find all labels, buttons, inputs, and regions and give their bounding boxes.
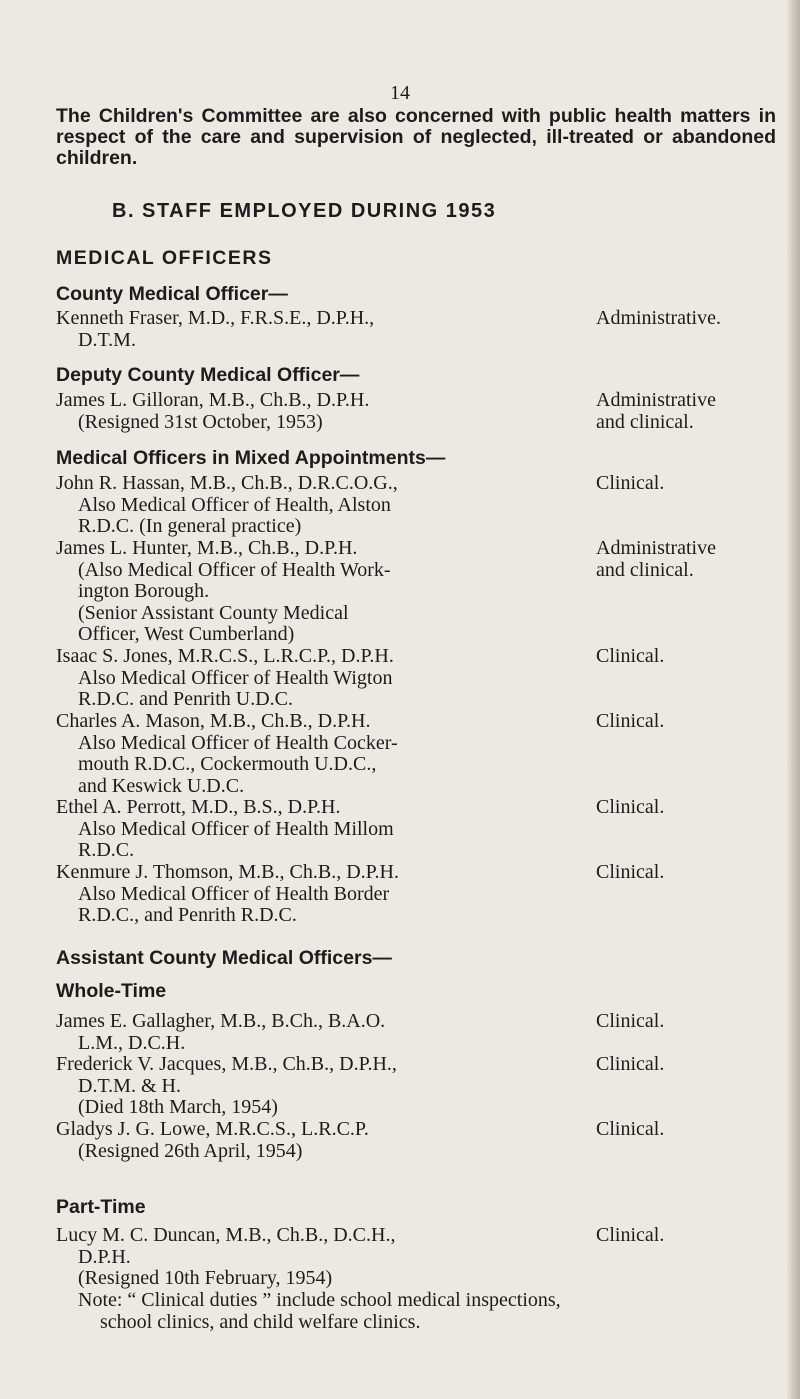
staff-name-block	[56, 1011, 546, 1054]
staff-name-block	[56, 473, 546, 538]
staff-line: (Senior Assistant County Medical	[78, 601, 349, 624]
staff-line: D.T.M. & H.	[78, 1074, 181, 1097]
staff-line: Also Medical Officer of Health Cocker-	[78, 731, 398, 754]
staff-line: mouth R.D.C., Cockermouth U.D.C.,	[78, 753, 377, 775]
staff-line: and Keswick U.D.C.	[78, 774, 245, 797]
staff-role	[596, 538, 796, 581]
role-line: Clinical.	[596, 1053, 665, 1075]
assistant-mo-heading: Assistant County Medical Officers—	[56, 947, 392, 969]
staff-role	[596, 1119, 796, 1141]
staff-entry	[56, 308, 796, 351]
part-time-heading: Part-Time	[56, 1196, 146, 1218]
staff-role	[596, 1225, 796, 1247]
staff-entry	[56, 1011, 796, 1054]
staff-role	[596, 308, 796, 330]
staff-entry	[56, 646, 796, 711]
staff-line: Officer, West Cumberland)	[78, 623, 295, 645]
staff-name-block	[56, 1225, 546, 1290]
role-line: and clinical.	[596, 410, 694, 433]
staff-line: L.M., D.C.H.	[78, 1031, 186, 1054]
staff-line: R.D.C., and Penrith R.D.C.	[78, 904, 297, 926]
staff-role	[596, 390, 796, 433]
staff-line: R.D.C. (In general practice)	[78, 515, 302, 537]
staff-line: James L. Gilloran, M.B., Ch.B., D.P.H.	[56, 389, 370, 411]
staff-name-block	[56, 308, 546, 351]
staff-role	[596, 711, 796, 733]
staff-entry	[56, 862, 796, 927]
role-line: Clinical.	[596, 1010, 665, 1032]
role-line: Clinical.	[596, 645, 665, 667]
staff-name-block	[56, 711, 546, 797]
staff-line: R.D.C. and Penrith U.D.C.	[78, 688, 293, 710]
staff-entry	[56, 390, 796, 433]
whole-time-heading: Whole-Time	[56, 980, 167, 1002]
role-line: Clinical.	[596, 861, 665, 883]
staff-role	[596, 1054, 796, 1076]
staff-name-block	[56, 1119, 546, 1162]
staff-line: Gladys J. G. Lowe, M.R.C.S., L.R.C.P.	[56, 1118, 369, 1140]
staff-entry	[56, 711, 796, 797]
staff-line: Also Medical Officer of Health Border	[78, 882, 390, 905]
staff-name-block	[56, 390, 546, 433]
staff-line: Kenneth Fraser, M.D., F.R.S.E., D.P.H.,	[56, 307, 375, 329]
county-mo-heading: County Medical Officer—	[56, 283, 288, 305]
staff-line: Charles A. Mason, M.B., Ch.B., D.P.H.	[56, 710, 371, 732]
role-line: Clinical.	[596, 796, 665, 818]
staff-name-block	[56, 1054, 546, 1119]
mixed-appointments-heading: Medical Officers in Mixed Appointments—	[56, 447, 446, 469]
staff-line: Frederick V. Jacques, M.B., Ch.B., D.P.H.,	[56, 1053, 397, 1075]
staff-entry	[56, 1225, 796, 1290]
footnote	[56, 1290, 796, 1333]
role-line: Administrative	[596, 389, 716, 411]
staff-entry	[56, 1054, 796, 1119]
role-line: Administrative	[596, 537, 716, 559]
footnote-line: school clinics, and child welfare clinics.	[100, 1310, 421, 1333]
staff-line: Also Medical Officer of Health, Alston	[78, 493, 391, 516]
staff-name-block	[56, 646, 546, 711]
medical-officers-heading: MEDICAL OFFICERS	[56, 247, 273, 269]
staff-name-block	[56, 862, 546, 927]
staff-line: Isaac S. Jones, M.R.C.S., L.R.C.P., D.P.H.	[56, 645, 394, 667]
role-line: Clinical.	[596, 710, 665, 732]
staff-role	[596, 797, 796, 819]
staff-entry	[56, 473, 796, 538]
role-line: Clinical.	[596, 472, 665, 494]
staff-line: Also Medical Officer of Health Wigton	[78, 666, 393, 689]
role-line: Clinical.	[596, 1224, 665, 1246]
staff-role	[596, 1011, 796, 1033]
staff-line: (Resigned 10th February, 1954)	[78, 1267, 333, 1289]
staff-line: D.P.H.	[78, 1245, 131, 1268]
staff-name-block	[56, 538, 546, 646]
footnote-line: Note: “ Clinical duties ” include school medical inspections,	[78, 1289, 561, 1311]
staff-line: (Died 18th March, 1954)	[78, 1096, 278, 1118]
staff-line: (Resigned 26th April, 1954)	[78, 1139, 303, 1162]
staff-role	[596, 473, 796, 495]
staff-line: (Resigned 31st October, 1953)	[78, 410, 323, 433]
staff-role	[596, 862, 796, 884]
staff-line: ington Borough.	[78, 580, 210, 602]
staff-name-block	[56, 797, 546, 862]
intro-paragraph: The Children's Committee are also concerned with public health matters in respect of the care and supervision of neglected, ill-treated or abandoned children.	[56, 105, 776, 169]
section-title: B. STAFF EMPLOYED DURING 1953	[112, 200, 497, 222]
staff-line: (Also Medical Officer of Health Work-	[78, 558, 391, 581]
staff-line: John R. Hassan, M.B., Ch.B., D.R.C.O.G.,	[56, 472, 398, 494]
role-line: Clinical.	[596, 1118, 665, 1140]
staff-line: Also Medical Officer of Health Millom	[78, 817, 394, 840]
staff-line: James E. Gallagher, M.B., B.Ch., B.A.O.	[56, 1010, 386, 1032]
page-number: 14	[390, 82, 410, 104]
staff-line: James L. Hunter, M.B., Ch.B., D.P.H.	[56, 537, 358, 559]
role-line: and clinical.	[596, 558, 694, 581]
staff-line: R.D.C.	[78, 839, 135, 861]
staff-line: Kenmure J. Thomson, M.B., Ch.B., D.P.H.	[56, 861, 399, 883]
staff-entry	[56, 797, 796, 862]
role-line: Administrative.	[596, 307, 721, 329]
staff-line: Ethel A. Perrott, M.D., B.S., D.P.H.	[56, 796, 341, 818]
staff-line: Lucy M. C. Duncan, M.B., Ch.B., D.C.H.,	[56, 1224, 396, 1246]
deputy-mo-heading: Deputy County Medical Officer—	[56, 364, 360, 386]
staff-line: D.T.M.	[78, 328, 136, 351]
staff-role	[596, 646, 796, 668]
staff-entry	[56, 538, 796, 646]
staff-entry	[56, 1119, 796, 1162]
